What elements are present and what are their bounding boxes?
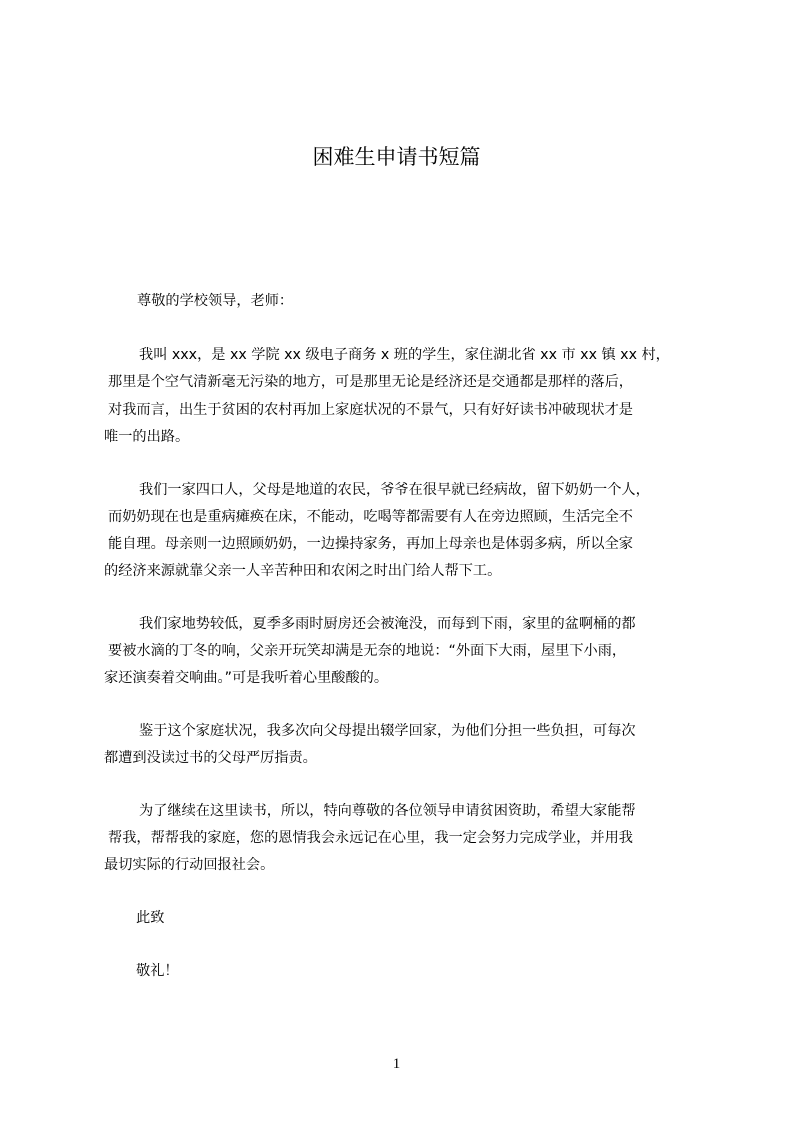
paragraph-5-line-3: 最切实际的行动回报社会。 [104,857,275,873]
paragraph-2-line-2: 而奶奶现在也是重病瘫痪在床，不能动，吃喝等都需要有人在旁边照顾，生活完全不 [108,509,633,525]
paragraph-3-line-1: 我们家地势较低，夏季多雨时厨房还会被淹没，而每到下雨，家里的盆啊桶的都 [139,616,636,632]
paragraph-5-line-2: 帮我，帮帮我的家庭，您的恩情我会永远记在心里，我一定会努力完成学业，并用我 [108,830,633,846]
paragraph-2-line-4: 的经济来源就靠父亲一人辛苦种田和农闲之时出门给人帮下工。 [104,563,502,579]
paragraph-1-line-4: 唯一的出路。 [104,429,190,445]
paragraph-4-line-1: 鉴于这个家庭状况，我多次向父母提出辍学回家，为他们分担一些负担，可每次 [139,723,636,739]
paragraph-3-line-3: 家还演奏着交响曲。”可是我听着心里酸酸的。 [104,670,389,686]
paragraph-5-line-1: 为了继续在这里读书，所以，特向尊敬的各位领导申请贫困资助，希望大家能帮 [139,803,636,819]
paragraph-4-line-2: 都遭到没读过书的父母严厉指责。 [104,750,317,766]
salutation: 尊敬的学校领导，老师： [137,293,294,309]
paragraph-1-line-1: 我叫 xxx，是 xx 学院 xx 级电子商务 x 班的学生，家住湖北省 xx 市 xx 镇 xx 村， [139,347,670,363]
page-number: 1 [392,1056,401,1072]
paragraph-2-line-1: 我们一家四口人，父母是地道的农民，爷爷在很早就已经病故，留下奶奶一个人， [139,482,650,498]
paragraph-2-line-3: 能自理。母亲则一边照顾奶奶，一边操持家务，再加上母亲也是体弱多病，所以全家 [108,536,633,552]
paragraph-3-line-2: 要被水滴的丁冬的响，父亲开玩笑却满是无奈的地说：“外面下大雨，屋里下小雨， [108,643,627,659]
closing-jing-li: 敬礼！ [136,963,179,979]
paragraph-1-line-2: 那里是个空气清新毫无污染的地方，可是那里无论是经济还是交通都是那样的落后， [108,374,633,390]
paragraph-1-line-3: 对我而言，出生于贫困的农村再加上家庭状况的不景气，只有好好读书冲破现状才是 [108,402,633,418]
closing-ci-zhi: 此致 [136,910,165,926]
document-title: 困难生申请书短篇 [312,145,481,169]
